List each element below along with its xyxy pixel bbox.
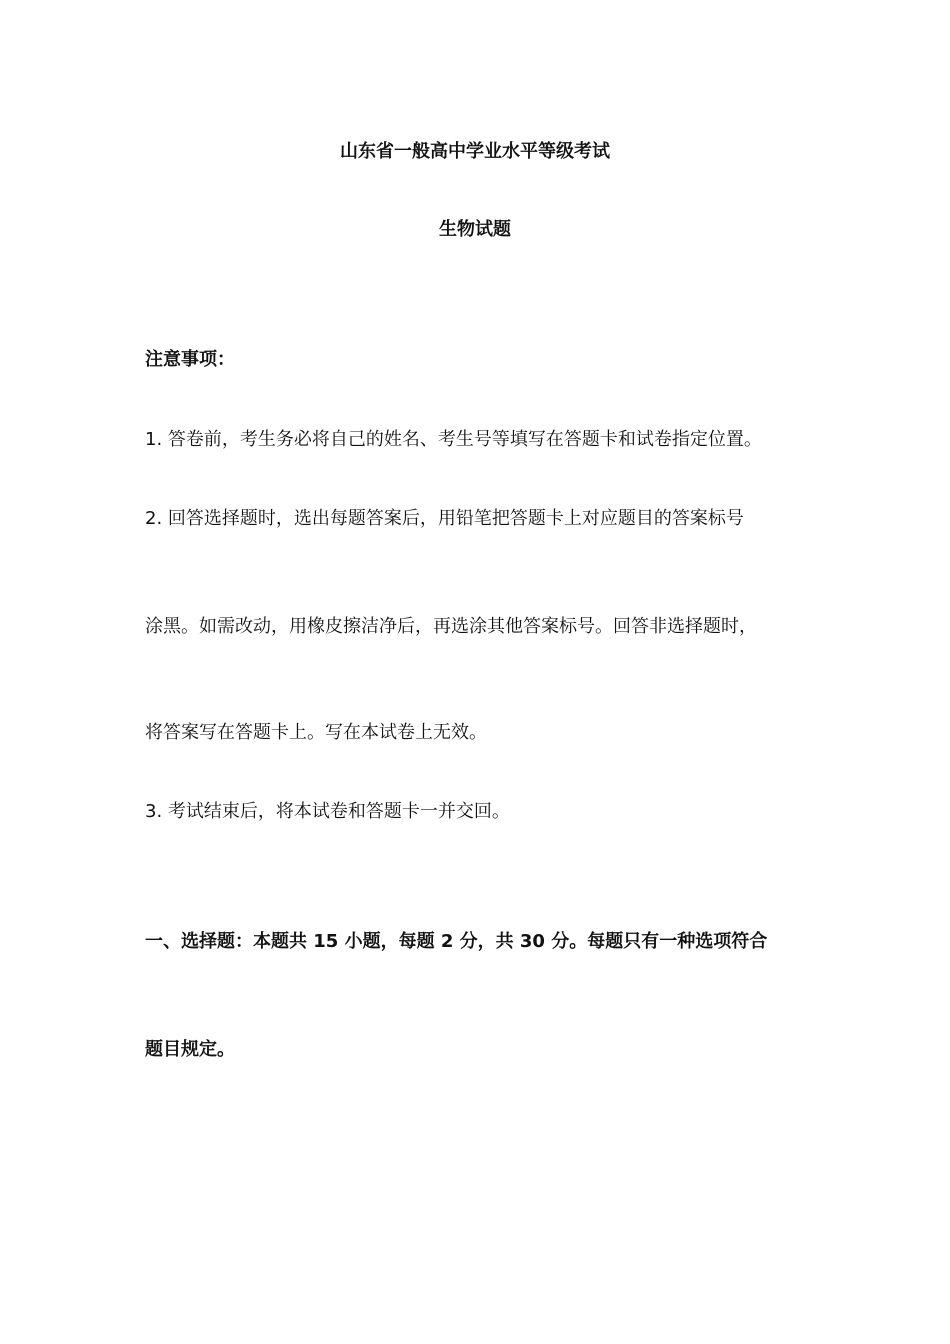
notice-item-1: 1. 答卷前，考生务必将自己的姓名、考生号等填写在答题卡和试卷指定位置。 [145, 429, 762, 450]
notice-item-2-line-3: 将答案写在答题卡上。写在本试卷上无效。 [145, 722, 487, 743]
notice-item-2-line-2: 涂黑。如需改动，用橡皮擦洁净后，再选涂其他答案标号。回答非选择题时， [145, 616, 757, 637]
notice-item-3: 3. 考试结束后，将本试卷和答题卡一并交回。 [145, 801, 510, 822]
document-title: 山东省一般高中学业水平等级考试 [340, 141, 610, 162]
notice-item-2-line-1: 2. 回答选择题时，选出每题答案后，用铅笔把答题卡上对应题目的答案标号 [145, 508, 744, 529]
section-heading-line-2: 题目规定。 [145, 1039, 235, 1060]
notice-heading: 注意事项： [145, 349, 235, 370]
document-subtitle: 生物试题 [439, 219, 511, 240]
section-heading-line-1: 一、选择题：本题共 15 小题，每题 2 分，共 30 分。每题只有一种选项符合 [145, 931, 768, 952]
